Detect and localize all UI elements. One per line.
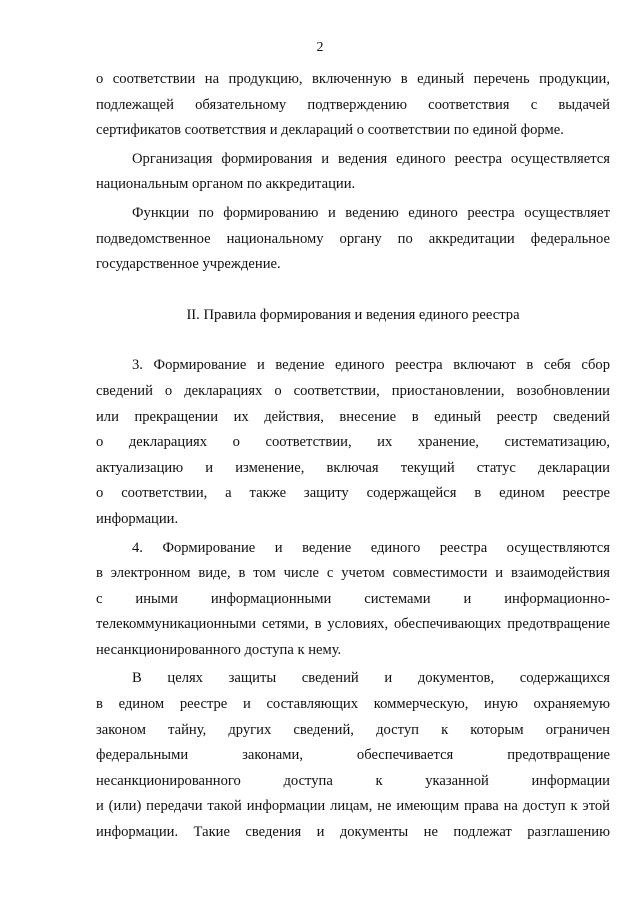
text-line: в электронном виде, в том числе с учетом совместимости и взаимодействия: [96, 565, 610, 582]
text-line: сведений о декларациях о соответствии, приостановлении, возобновлении: [96, 382, 610, 399]
text-line: несанкционированного доступа к нему.: [96, 641, 342, 658]
text-line: или прекращении их действия, внесение в единый реестр сведений: [96, 408, 610, 425]
text-line: информации. Такие сведения и документы не подлежат разглашению: [96, 824, 610, 841]
text-line: о декларациях о соответствии, их хранение, систематизацию,: [96, 434, 610, 451]
text-line: в едином реестре и составляющих коммерческую, иную охраняемую: [96, 696, 610, 713]
section-heading: II. Правила формирования и ведения единого реестра: [186, 306, 520, 323]
text-line: Организация формирования и ведения единого реестра осуществляется: [132, 150, 610, 167]
text-line: несанкционированного доступа к указанной информации: [96, 772, 610, 789]
paragraph-item-4: [96, 536, 610, 664]
text-line: законом тайну, других сведений, доступ к которым ограничен: [96, 721, 610, 738]
text-line: телекоммуникационными сетями, в условиях, обеспечивающих предотвращение: [96, 616, 610, 633]
text-line: Функции по формированию и ведению единого реестра осуществляет: [132, 204, 610, 221]
text-line: информации.: [96, 510, 179, 527]
paragraph-protection: [96, 666, 610, 845]
text-line: 3. Формирование и ведение единого реестра включают в себя сбор: [132, 357, 610, 374]
text-line: с иными информационными системами и информационно-: [96, 590, 610, 607]
text-line: федеральными законами, обеспечивается предотвращение: [96, 747, 610, 764]
paragraph-accreditation-body: [96, 147, 610, 198]
text-line: 4. Формирование и ведение единого реестра осуществляются: [132, 539, 610, 556]
text-line: подлежащей обязательному подтверждению соответствия с выдачей: [96, 96, 610, 113]
text-line: национальным органом по аккредитации.: [96, 176, 356, 193]
document-body: [96, 67, 610, 846]
paragraph-functions: [96, 201, 610, 278]
text-line: государственное учреждение.: [96, 256, 281, 273]
paragraph-item-3: [96, 353, 610, 532]
text-line: В целях защиты сведений и документов, содержащихся: [132, 670, 610, 687]
text-line: актуализацию и изменение, включая текущий статус декларации: [96, 459, 610, 476]
text-line: сертификатов соответствия и деклараций о соответствии по единой форме.: [96, 122, 564, 139]
paragraph-continuation: [96, 67, 610, 144]
text-line: о соответствии, а также защиту содержащейся в едином реестре: [96, 485, 610, 502]
text-line: о соответствии на продукцию, включенную в единый перечень продукции,: [96, 71, 610, 87]
page-number: 2: [316, 40, 324, 55]
text-line: подведомственное национальному органу по аккредитации федеральное: [96, 230, 610, 247]
text-line: и (или) передачи такой информации лицам, не имеющим права на доступ к этой: [96, 798, 610, 815]
